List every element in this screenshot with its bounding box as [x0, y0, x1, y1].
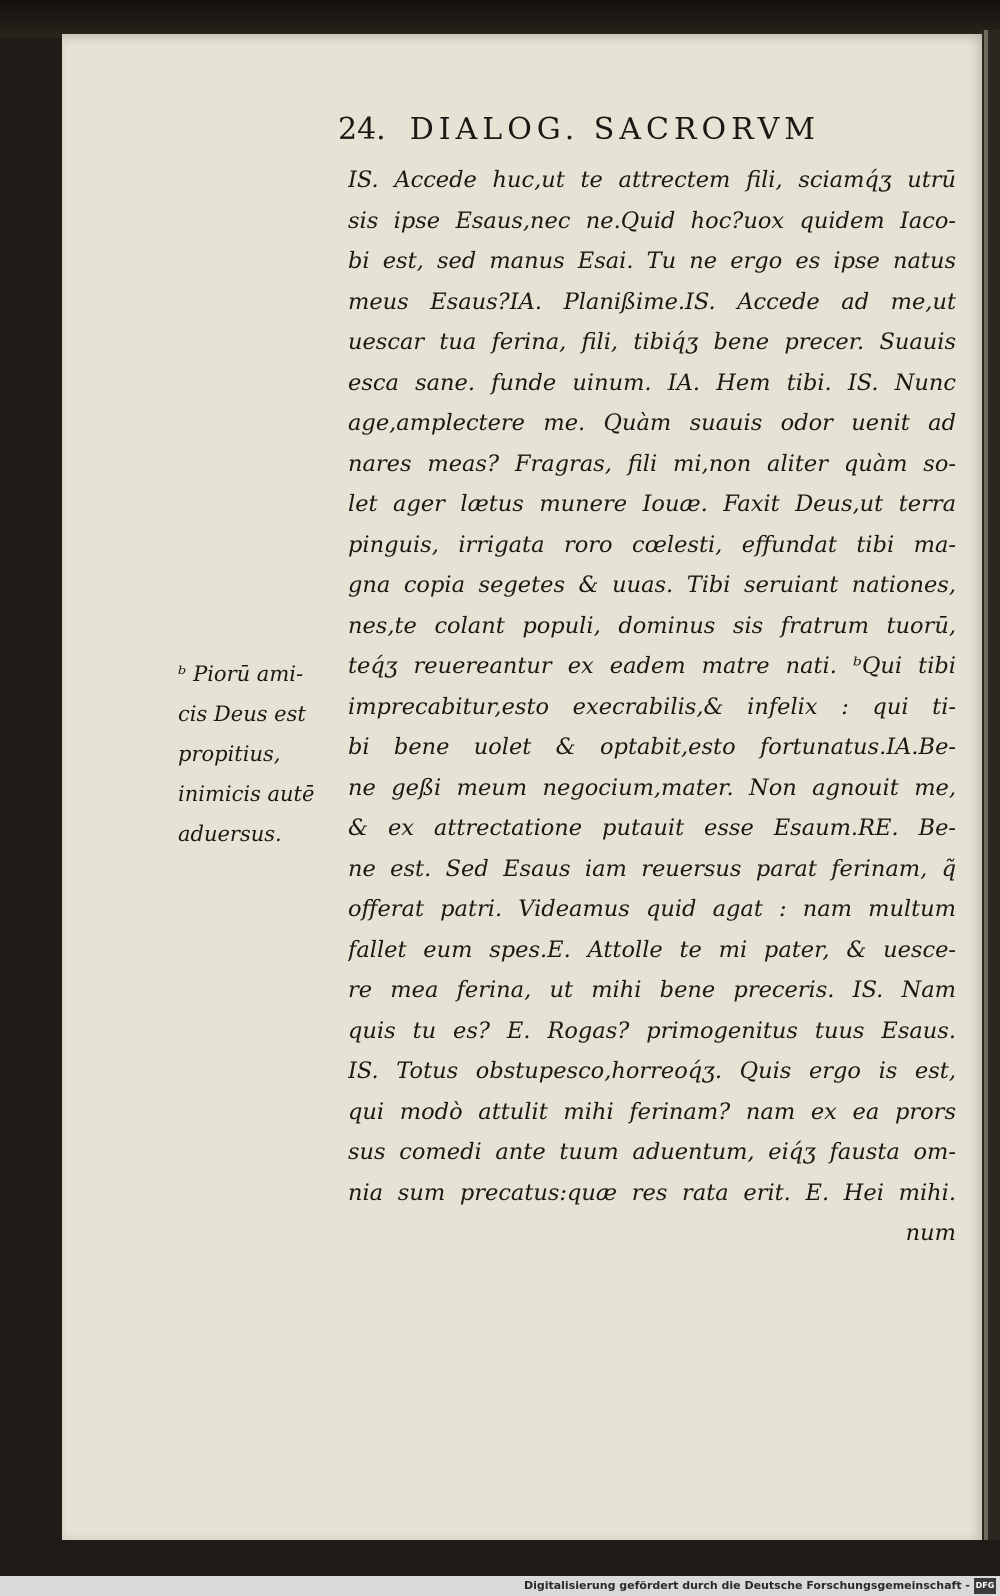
text-line: sis ipse Esaus,nec ne.Quid hoc?uox quidem Iaco- — [348, 207, 956, 234]
margin-note — [178, 654, 348, 854]
body-text — [348, 160, 956, 1254]
text-line: ne est. Sed Esaus iam reuersus parat ferinam, q̃ — [348, 855, 956, 882]
scan-background-top — [0, 0, 1000, 38]
text-line: & ex attrectatione putauit esse Esaum.RE. Be- — [348, 815, 956, 841]
text-line: bi est, sed manus Esai. Tu ne ergo es ipse natus — [348, 248, 956, 274]
text-line: fallet eum spes.E. Attolle te mi pater, & uesce- — [348, 936, 956, 963]
text-line: teq́ʒ reuereantur ex eadem matre nati. ᵇQui tibi — [348, 653, 956, 679]
funding-credit: Digitalisierung gefördert durch die Deutsche Forschungsgemeinschaft - — [523, 1579, 970, 1592]
text-line: offerat patri. Videamus quid agat : nam multum — [348, 896, 956, 922]
text-line: re mea ferina, ut mihi bene preceris. IS. Nam — [348, 977, 956, 1003]
text-line: IS. Totus obstupesco,horreoq́ʒ. Quis ergo is est, — [348, 1058, 956, 1084]
margin-note-line: inimicis autē — [178, 782, 315, 806]
margin-note-line: propitius, — [178, 742, 281, 766]
text-line: nares meas? Fragras, fili mi,non aliter quàm so- — [348, 450, 956, 477]
text-line: age,amplectere me. Quàm suauis odor uenit ad — [348, 410, 956, 436]
page-number: 24. — [338, 112, 386, 147]
text-line: pinguis, irrigata roro cœlesti, effundat tibi ma- — [348, 531, 956, 558]
text-line: quis tu es? E. Rogas? primogenitus tuus Esaus. — [348, 1017, 956, 1044]
text-line: imprecabitur,esto execrabilis,& infelix : qui ti- — [348, 693, 956, 720]
text-line: ne geßi meum negocium,mater. Non agnouit me, — [348, 774, 956, 801]
page-edge — [984, 30, 988, 1540]
text-line: sus comedi ante tuum aduentum, eiq́ʒ fausta om- — [348, 1139, 956, 1165]
digitization-footer — [0, 1576, 1000, 1596]
text-line: gna copia segetes & uuas. Tibi seruiant nationes, — [348, 572, 956, 598]
text-line: IS. Accede huc,ut te attrectem fili, sciamq́ʒ utrū — [348, 167, 956, 193]
text-line: let ager lætus munere Iouæ. Faxit Deus,ut terra — [348, 491, 956, 517]
margin-note-line: ᵇ Piorū ami- — [178, 662, 304, 686]
margin-note-line: cis Deus est — [178, 702, 306, 726]
running-header — [338, 112, 928, 156]
text-line: meus Esaus?IA. Planißime.IS. Accede ad me,ut — [348, 288, 956, 315]
text-line: nia sum precatus:quæ res rata erit. E. Hei mihi. — [348, 1179, 956, 1206]
text-line: bi bene uolet & optabit,esto fortunatus.IA.Be- — [348, 734, 956, 760]
text-line: uescar tua ferina, fili, tibiq́ʒ bene precer. Suauis — [348, 329, 956, 355]
scan-background-right — [980, 30, 1000, 1540]
margin-note-line: aduersus. — [178, 822, 282, 846]
text-line: nes,te colant populi, dominus sis fratrum tuorū, — [348, 612, 956, 639]
dfg-logo: DFG — [974, 1578, 996, 1594]
running-title: DIALOG. SACRORVM — [409, 112, 821, 147]
text-line: esca sane. funde uinum. IA. Hem tibi. IS. Nunc — [348, 369, 956, 396]
catchword: num — [905, 1220, 956, 1246]
text-line: qui modò attulit mihi ferinam? nam ex ea prors — [348, 1098, 956, 1125]
